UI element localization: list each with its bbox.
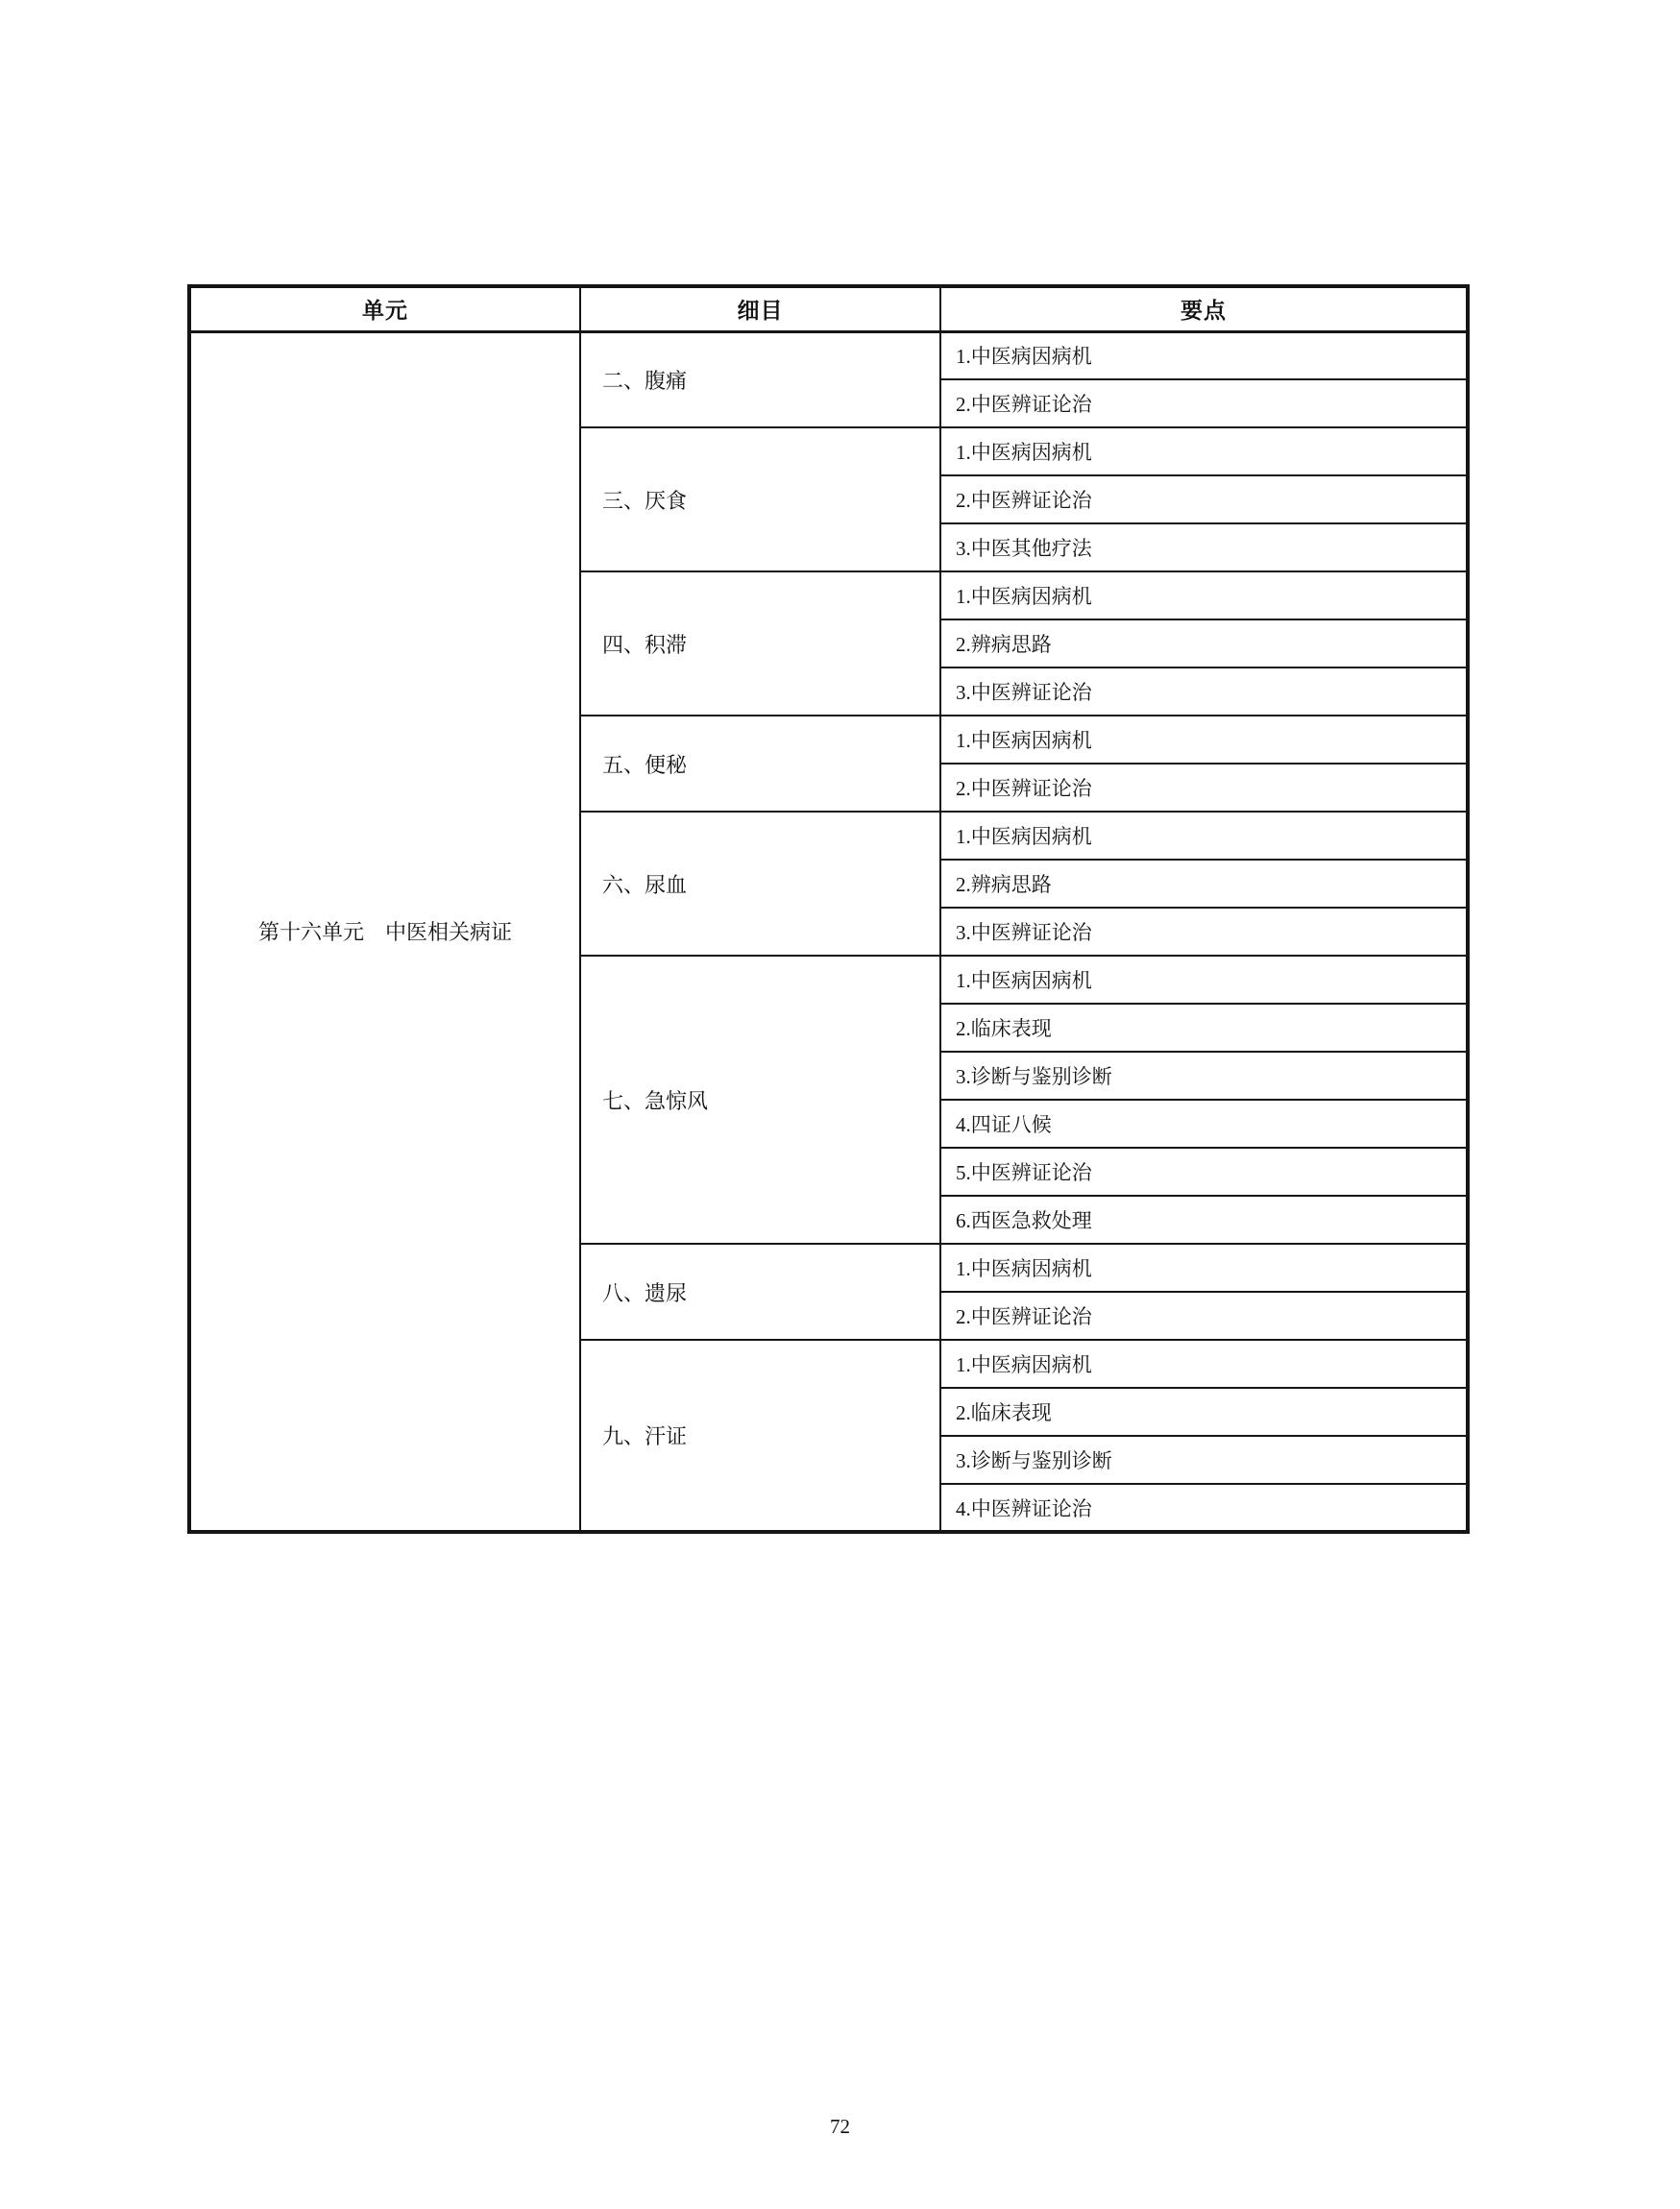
- point-cell: 2.辨病思路: [940, 619, 1468, 668]
- point-cell: 5.中医辨证论治: [940, 1148, 1468, 1196]
- point-cell: 1.中医病因病机: [940, 571, 1468, 619]
- item-cell: 二、腹痛: [580, 331, 940, 427]
- point-cell: 3.中医其他疗法: [940, 523, 1468, 571]
- column-header-unit: 单元: [189, 286, 580, 331]
- point-cell: 1.中医病因病机: [940, 812, 1468, 860]
- item-cell: 五、便秘: [580, 716, 940, 812]
- point-cell: 1.中医病因病机: [940, 331, 1468, 379]
- point-cell: 1.中医病因病机: [940, 1244, 1468, 1292]
- syllabus-table: [187, 284, 1470, 1534]
- point-cell: 4.四证八候: [940, 1100, 1468, 1148]
- item-cell: 三、厌食: [580, 427, 940, 571]
- point-cell: 2.临床表现: [940, 1388, 1468, 1436]
- page-number: 72: [830, 2115, 850, 2138]
- point-cell: 2.辨病思路: [940, 860, 1468, 908]
- column-header-item: 细目: [580, 286, 940, 331]
- point-cell: 2.中医辨证论治: [940, 1292, 1468, 1340]
- point-cell: 6.西医急救处理: [940, 1196, 1468, 1244]
- point-cell: 2.中医辨证论治: [940, 475, 1468, 523]
- point-cell: 4.中医辨证论治: [940, 1484, 1468, 1532]
- column-header-points: 要点: [940, 286, 1468, 331]
- item-cell: 六、尿血: [580, 812, 940, 956]
- table-body: [189, 331, 1468, 1532]
- point-cell: 3.诊断与鉴别诊断: [940, 1436, 1468, 1484]
- point-cell: 3.诊断与鉴别诊断: [940, 1052, 1468, 1100]
- point-cell: 1.中医病因病机: [940, 1340, 1468, 1388]
- point-cell: 3.中医辨证论治: [940, 908, 1468, 956]
- table-header-row: [189, 286, 1468, 331]
- item-cell: 八、遗尿: [580, 1244, 940, 1340]
- point-cell: 1.中医病因病机: [940, 956, 1468, 1004]
- point-cell: 2.中医辨证论治: [940, 764, 1468, 812]
- point-cell: 2.临床表现: [940, 1004, 1468, 1052]
- item-cell: 四、积滞: [580, 571, 940, 716]
- point-cell: 3.中医辨证论治: [940, 668, 1468, 716]
- point-cell: 1.中医病因病机: [940, 427, 1468, 475]
- item-cell: 九、汗证: [580, 1340, 940, 1532]
- item-cell: 七、急惊风: [580, 956, 940, 1244]
- point-cell: 2.中医辨证论治: [940, 379, 1468, 427]
- table-row: [189, 331, 1468, 379]
- point-cell: 1.中医病因病机: [940, 716, 1468, 764]
- unit-cell: 第十六单元 中医相关病证: [189, 331, 580, 1532]
